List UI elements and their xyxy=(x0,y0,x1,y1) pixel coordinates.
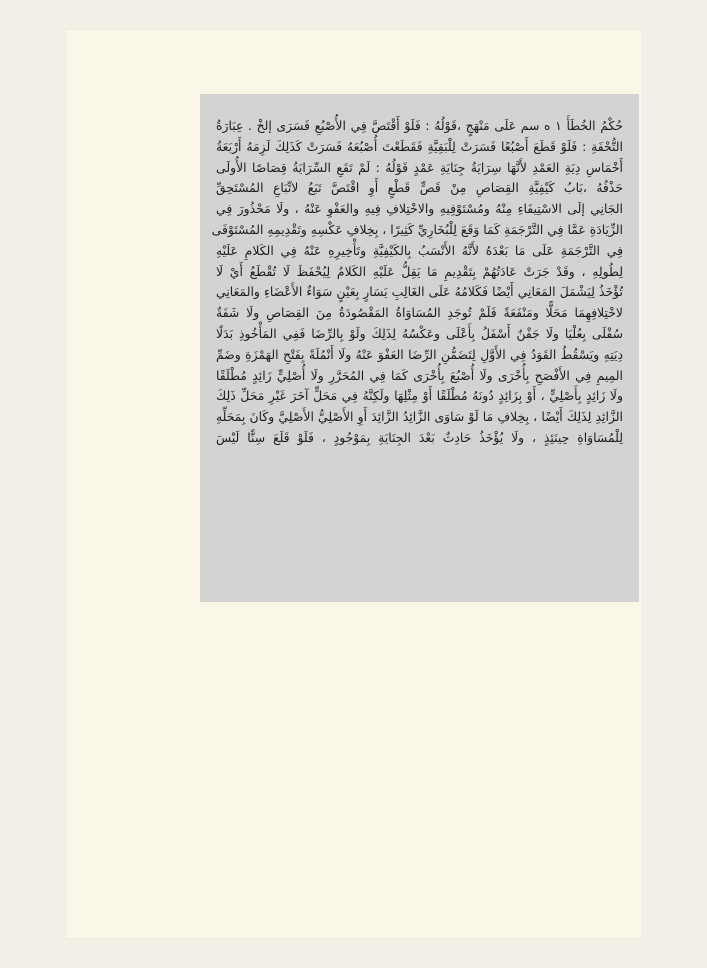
text-line: لاخْتِلافِهِمَا مَحَلًّا ومَنْفَعَةً فَلَمْ تُوجَدِ المُسَاوَاةُ المَقْصُودَةُ مِنَ القِصَاصِ ولَا شَفَةٌ xyxy=(216,305,623,321)
text-line: أَخْمَاسِ دِيَةِ العَمْدِ لأَنَّهَا سِرَايَةُ جِنَايَةِ عَمْدٍ قَوْلُهُ : لَمْ تَقَعِ السِّرَايَةُ قِصَاصًا الأُولَى xyxy=(216,159,623,175)
text-line: لِلْمُسَاوَاةِ حِينَئِذٍ ، ولَا يُؤْخَذُ حَادِثٌ بَعْدَ الجِنَايَةِ بِمَوْجُودٍ ، فَلَوْ قَلَعَ سِنًّا لَيْسَ xyxy=(216,429,623,445)
text-line: دِيَتِهِ ويَسْقُطُ القَوَدُ فِي الأَوَّلِ لِتَضَمُّنِ الرِّضَا العَفْوَ عَنْهُ ولَا أَنْمُلَةً بِفَتْحِ الهَمْزَةِ وضَمِّ xyxy=(216,346,623,362)
manuscript-page xyxy=(66,30,642,938)
text-line: ولَا زَائِدٍ بِأَصْلِيٍّ ، أَوْ بِزَائِدٍ دُونَهُ مُطْلَقًا أَوْ مِثْلِهَا ولَكِنَّهُ فِي مَحَلٍّ آخَرَ غَيْرِ مَحَلِّ ذَلِكَ xyxy=(216,388,623,404)
text-line: سُفْلَى بِعُلْيَا ولَا جَفْنٌ أَسْفَلُ بِأَعْلَى وعَكْسُهُ لِذَلِكَ ولَوْ بِالرِّضَا فَفِي المَأْخُوذِ بَدَلًا xyxy=(216,325,623,341)
text-lines xyxy=(200,94,639,602)
text-line: فِي التَّرْجَمَةِ عَلَى مَا بَعْدَهُ لأَنَّهُ الأَنْسَبُ بِالكَيْفِيَّةِ وتَأْخِيرِهِ عَنْهُ فِي الكَلامِ عَلَيْهِ xyxy=(216,242,623,258)
text-block xyxy=(200,94,639,602)
text-line: المِيمِ فِي الأَفْصَحِ بِأُخْرَى ولَا أُصْبُعَ بِأُخْرَى كَمَا فِي المُحَرَّرِ ولَا أُصْلِيٍّ زَائِدٍ مُطْلَقًا xyxy=(216,367,623,383)
text-line: الزِّيَادَةِ عَمَّا فِي التَّرْجَمَةِ كَمَا وَقَعَ لِلْبُخَارِيِّ كَثِيرًا ، بِخِلافِ عَكْسِهِ وتَقْدِيمِهِ المُسْتَوْفَى xyxy=(211,221,623,237)
text-line: الجَانِي إلَى الاسْتِيفَاءِ مِنْهُ ومُسْتَوْفِيهِ والاخْتِلافِ فِيهِ والعَفْوِ عَنْهُ ، ولَا مَحْذُورَ فِي xyxy=(216,201,623,217)
text-line: التُّحْفَةِ : فَلَوْ قَطَعَ أَصْبُعًا فَسَرَتْ لِلْبَقِيَّةِ فَقَطَعْتَ أُصْبُعَهُ فَسَرَتْ كَذَلِكَ لَزِمَهُ أَرْبَعَةُ xyxy=(216,138,623,154)
text-line: حُكْمُ الخُطَأَ ١ ه سم عَلَى مَنْهَجٍ ،قَوْلُهُ : فَلَوْ أَقْتَصَّ فِي الأُصْبُعِ فَسَرَى إلخْ . عِبَارَةُ xyxy=(216,118,623,133)
text-line: حَذْفُهُ ،بَابُ كَيْفِيَّةِ القِصَاصِ مِنْ قَصٍّ قَطْعٍ أَوِ اقْتَصَّ تَبَعُ لاتِّبَاعِ المُسْتَحِقِّ xyxy=(216,180,623,196)
text-line: الزَّائِدِ لِذَلِكَ أَيْضًا ، بِخِلافِ مَا لَوْ سَاوَى الزَّائِدُ الزَّائِدَ أَوِ الأَصْلِيُّ الأَصْلِيَّ وكَانَ بِمَحَلِّهِ xyxy=(216,409,623,425)
text-line: لِطُولِهِ ، وقَدْ جَرَتْ عَادَتُهُمْ بِتَقْدِيمِ مَا يَقِلُّ عَلَيْهِ الكَلامُ لِيُحْفَظَ لَا تُقْطَعُ أَيْ لَا xyxy=(216,263,623,279)
text-line: تُؤْخَذُ لِيَشْمَلَ المَعَانِي أَيْضًا فَكَلامُهُ عَلَى الغَالِبِ يَسَارٍ بِعَيْنٍ سَوَاءٌ الأَعْضَاءِ والمَعَانِي xyxy=(216,284,623,300)
